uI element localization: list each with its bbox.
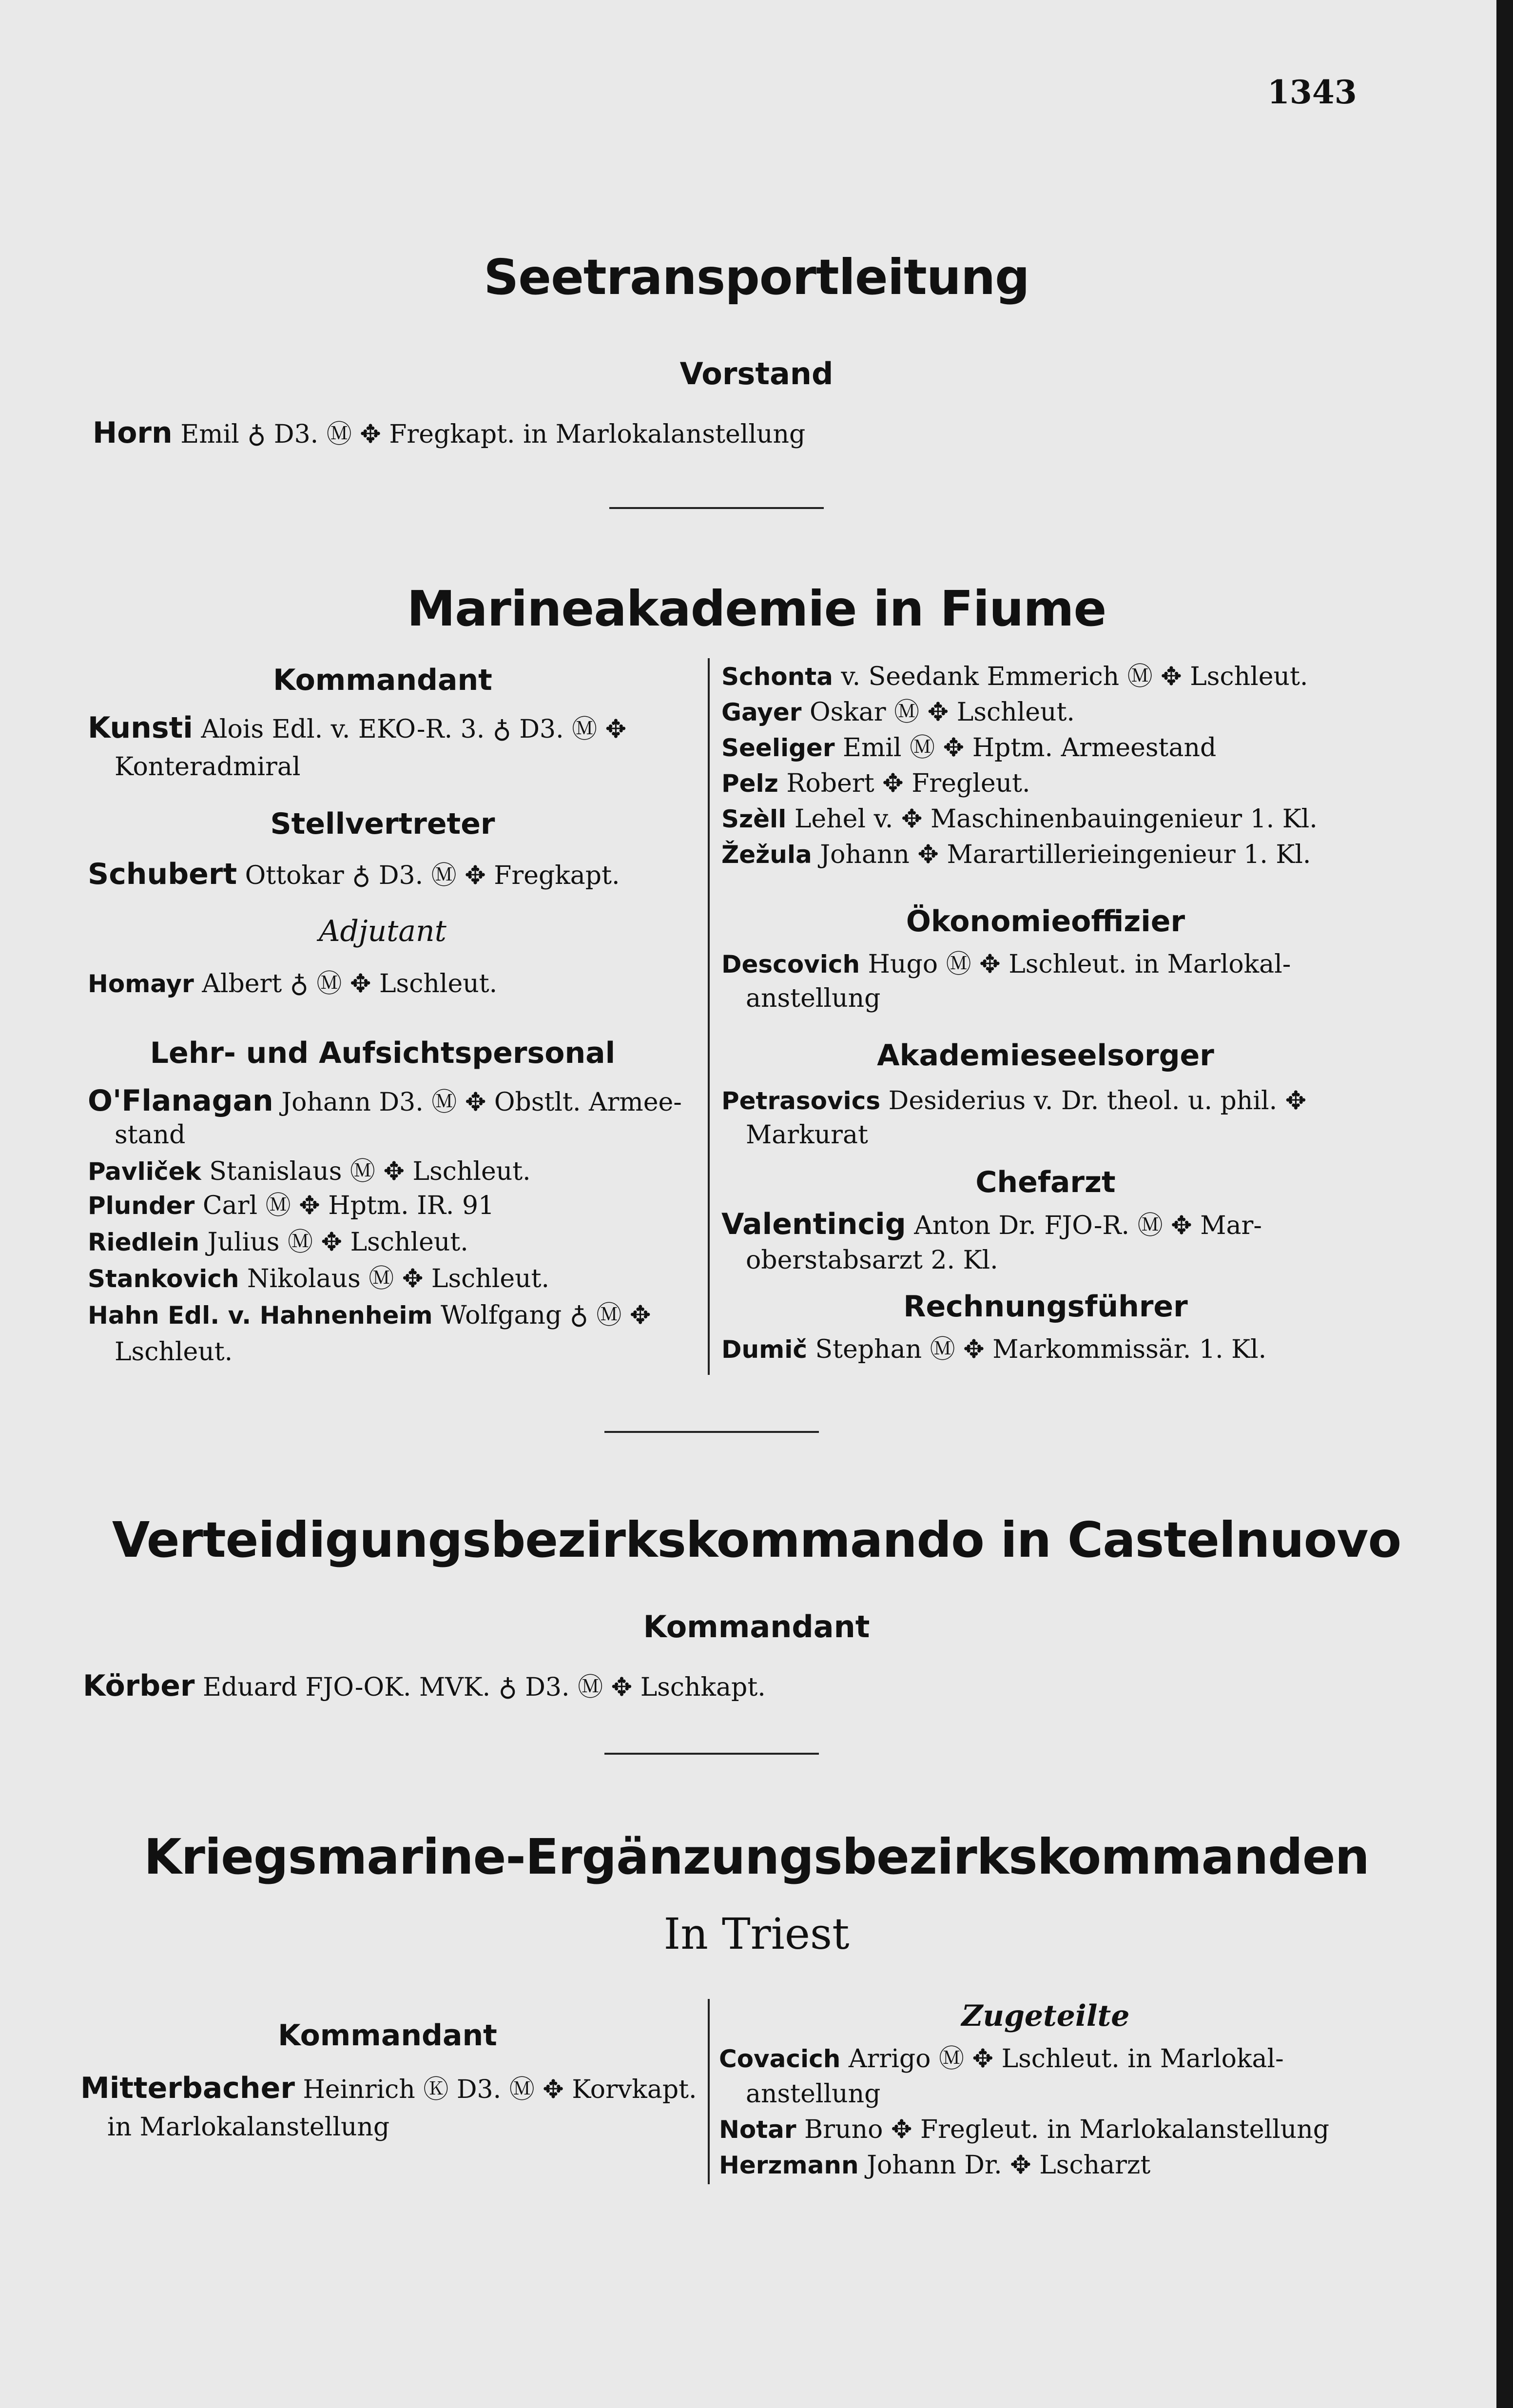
- entry-riedlein: [88, 1226, 468, 1258]
- entry-text: Eduard FJO-OK. MVK. ♁ D3. Ⓜ ✥ Lschkapt.: [203, 1673, 766, 1702]
- entry-text: Carl Ⓜ ✥ Hptm. IR. 91: [202, 1191, 495, 1220]
- entry-name: Szèll: [721, 805, 787, 833]
- entry-text: Lehel v. ✥ Maschinenbauingenieur 1. Kl.: [794, 804, 1318, 834]
- entry-name: Gayer: [721, 698, 802, 726]
- kommandant-heading: Kommandant: [273, 663, 492, 697]
- entry-name: Petrasovics: [721, 1087, 881, 1115]
- entry-text: Johann ✥ Marartillerieingenieur 1. Kl.: [820, 840, 1311, 869]
- chefarzt-heading: Chefarzt: [975, 1165, 1116, 1199]
- entry-text: Stanislaus Ⓜ ✥ Lschleut.: [209, 1157, 531, 1186]
- entry-valentincig: [721, 1208, 1262, 1242]
- entry-name: Hahn Edl. v. Hahnenheim: [88, 1301, 433, 1330]
- entry-name: O'Flanagan: [88, 1084, 273, 1118]
- section-title-kriegsmarine: Kriegsmarine-Ergänzungsbezirkskommanden: [144, 1828, 1369, 1885]
- entry-notar: [719, 2114, 1329, 2146]
- entry-text: Hugo Ⓜ ✥ Lschleut. in Marlokal-: [868, 950, 1291, 979]
- entry-text: Albert ♁ Ⓜ ✥ Lschleut.: [202, 969, 498, 998]
- entry-zezula: [721, 839, 1311, 871]
- page-number: 1343: [1267, 73, 1357, 111]
- entry-mitterbacher-cont: in Marlokalanstellung: [107, 2113, 390, 2142]
- stellvertreter-heading: Stellvertreter: [270, 807, 495, 841]
- entry-pelz: [721, 767, 1030, 800]
- entry-name: Mitterbacher: [80, 2071, 295, 2105]
- section-title-marineakademie: Marineakademie in Fiume: [407, 580, 1106, 637]
- entry-petrasovics-cont: Markurat: [746, 1120, 868, 1150]
- entry-name: Dumič: [721, 1335, 807, 1364]
- section-divider: [604, 1431, 819, 1433]
- entry-name: Pavliček: [88, 1157, 201, 1186]
- entry-name: Körber: [83, 1669, 195, 1703]
- entry-plunder: [88, 1190, 494, 1222]
- entry-covacich-cont: anstellung: [746, 2079, 881, 2109]
- entry-text: Wolfgang ♁ Ⓜ ✥: [441, 1301, 651, 1330]
- entry-name: Valentincig: [721, 1207, 906, 1241]
- entry-hahn: [88, 1299, 651, 1331]
- entry-descovich: [721, 948, 1291, 980]
- entry-text: Heinrich Ⓚ D3. Ⓜ ✥ Korvkapt.: [303, 2075, 697, 2104]
- entry-text: v. Seedank Emmerich Ⓜ ✥ Lschleut.: [841, 662, 1308, 691]
- entry-covacich: [719, 2043, 1284, 2075]
- entry-name: Horn: [93, 416, 173, 450]
- entry-mitterbacher: [80, 2072, 697, 2106]
- entry-stankovich: [88, 1263, 549, 1295]
- kommandant-heading: Kommandant: [278, 2018, 497, 2053]
- entry-horn: [93, 417, 805, 450]
- entry-name: Schonta: [721, 663, 833, 691]
- kommandant-heading: Kommandant: [643, 1609, 870, 1644]
- entry-text: Ottokar ♁ D3. Ⓜ ✥ Fregkapt.: [245, 861, 620, 890]
- entry-korber: [83, 1670, 766, 1703]
- entry-name: Schubert: [88, 857, 237, 891]
- entry-text: Julius Ⓜ ✥ Lschleut.: [207, 1228, 468, 1257]
- entry-text: Robert ✥ Fregleut.: [786, 769, 1030, 798]
- entry-name: Kunsti: [88, 711, 193, 745]
- entry-text: Emil Ⓜ ✥ Hptm. Armeestand: [843, 733, 1217, 763]
- adjutant-heading: Adjutant: [319, 914, 446, 948]
- entry-text: Emil ♁ D3. Ⓜ ✥ Fregkapt. in Marlokalanstellung: [180, 420, 806, 449]
- entry-name: Riedlein: [88, 1228, 200, 1256]
- entry-text: Oskar Ⓜ ✥ Lschleut.: [809, 698, 1075, 727]
- rechnung-heading: Rechnungsführer: [903, 1290, 1188, 1324]
- entry-text: Nikolaus Ⓜ ✥ Lschleut.: [247, 1264, 550, 1293]
- entry-oflanagan-cont: stand: [115, 1120, 186, 1150]
- entry-text: Johann Dr. ✥ Lscharzt: [867, 2151, 1151, 2180]
- section-divider: [604, 1753, 819, 1755]
- entry-petrasovics: [721, 1085, 1306, 1117]
- vorstand-heading: Vorstand: [679, 356, 834, 392]
- entry-name: Žežula: [721, 841, 812, 869]
- entry-text: Desiderius v. Dr. theol. u. phil. ✥: [888, 1086, 1307, 1116]
- entry-valentincig-cont: oberstabsarzt 2. Kl.: [746, 1246, 998, 1275]
- lehr-heading: Lehr- und Aufsichtspersonal: [150, 1036, 616, 1070]
- entry-text: Johann D3. Ⓜ ✥ Obstlt. Armee-: [281, 1088, 682, 1117]
- entry-schubert: [88, 858, 620, 892]
- entry-text: Anton Dr. FJO-R. Ⓜ ✥ Mar-: [914, 1211, 1262, 1240]
- entry-name: Pelz: [721, 769, 778, 798]
- column-divider: [708, 658, 710, 1375]
- okonomie-heading: Ökonomieoffizier: [906, 904, 1185, 939]
- entry-dumic: [721, 1333, 1266, 1366]
- entry-kunsti-cont: Konteradmiral: [115, 752, 301, 782]
- entry-name: Covacich: [719, 2045, 841, 2073]
- entry-herzmann: [719, 2149, 1150, 2181]
- entry-name: Seeliger: [721, 734, 835, 762]
- entry-szell: [721, 803, 1318, 835]
- column-divider: [708, 1999, 710, 2184]
- section-title-verteidigung: Verteidigungsbezirkskommando in Castelnuovo: [112, 1511, 1401, 1568]
- zugeteilte-heading: Zugeteilte: [961, 1999, 1130, 2033]
- entry-kunsti: [88, 712, 626, 745]
- entry-name: Herzmann: [719, 2151, 859, 2179]
- section-divider: [609, 507, 824, 509]
- entry-pavlicek: [88, 1155, 531, 1188]
- entry-oflanagan: [88, 1085, 682, 1118]
- entry-name: Notar: [719, 2115, 796, 2144]
- entry-seeliger: [721, 732, 1216, 764]
- entry-homayr: [88, 968, 497, 1000]
- section-title-seetransport: Seetransportleitung: [484, 249, 1029, 306]
- entry-text: Arrigo Ⓜ ✥ Lschleut. in Marlokal-: [848, 2044, 1284, 2074]
- entry-hahn-cont: Lschleut.: [115, 1337, 233, 1367]
- entry-descovich-cont: anstellung: [746, 984, 881, 1013]
- entry-schonta: [721, 661, 1308, 693]
- entry-name: Stankovich: [88, 1265, 239, 1293]
- entry-name: Homayr: [88, 970, 194, 998]
- entry-text: Bruno ✥ Fregleut. in Marlokalanstellung: [804, 2115, 1330, 2144]
- subsection-title-triest: In Triest: [663, 1909, 850, 1959]
- entry-text: Stephan Ⓜ ✥ Markommissär. 1. Kl.: [815, 1335, 1267, 1364]
- entry-text: Alois Edl. v. EKO-R. 3. ♁ D3. Ⓜ ✥: [201, 715, 627, 744]
- seelsorger-heading: Akademieseelsorger: [877, 1038, 1214, 1073]
- entry-name: Plunder: [88, 1192, 195, 1220]
- entry-name: Descovich: [721, 950, 860, 979]
- entry-gayer: [721, 696, 1075, 728]
